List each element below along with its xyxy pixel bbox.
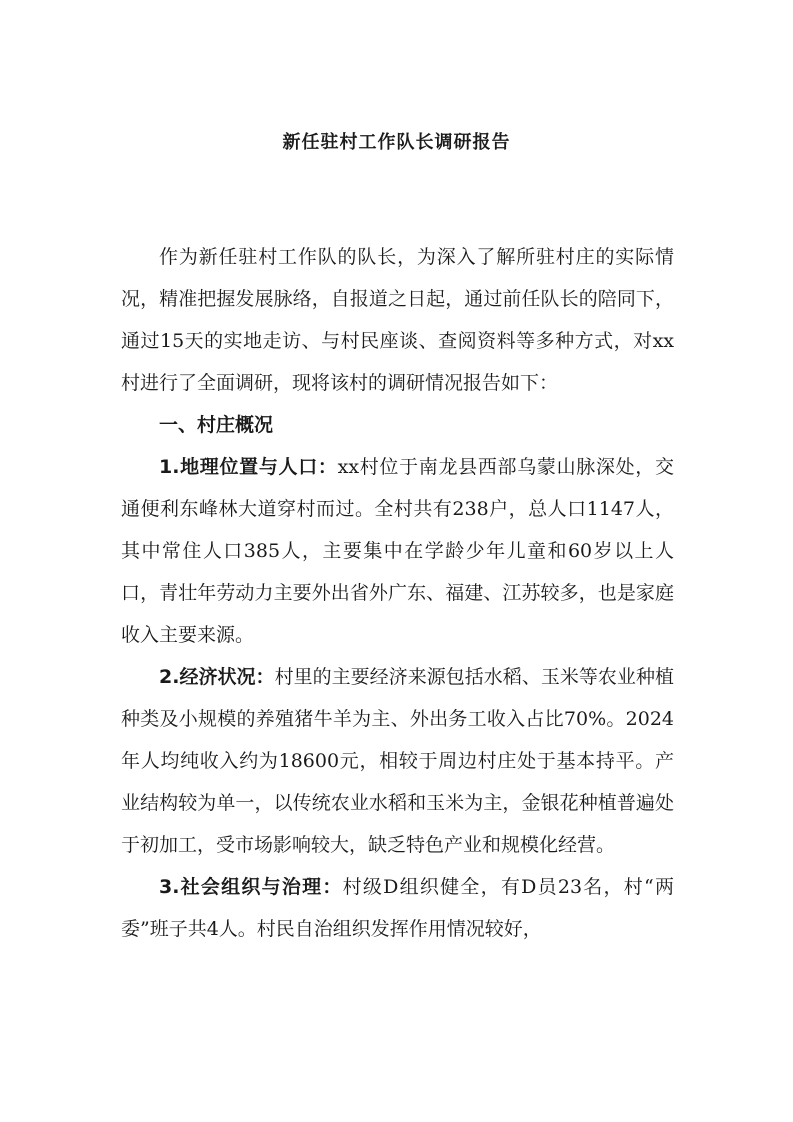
paragraph-geography-population xyxy=(121,446,674,656)
paragraph-text: 村里的主要经济来源包括水稻、玉米等农业种植种类及小规模的养殖猪牛羊为主、外出务工收入占比70%。2024年人均纯收入约为18600元，相较于周边村庄处于基本持平。产业结构较为单一，以传统农业水稻和玉米为主，金银花种植普遍处于初加工，受市场影响较大，缺乏特色产业和规模化经营。 xyxy=(121,666,674,856)
paragraph-economy xyxy=(121,656,674,866)
paragraph-lead: 1.地理位置与人口： xyxy=(159,456,338,478)
paragraph-lead: 2.经济状况： xyxy=(159,666,275,688)
section-heading: 一、村庄概况 xyxy=(159,414,274,436)
paragraph-text: xx村位于南龙县西部乌蒙山脉深处，交通便利东峰林大道穿村而过。全村共有238户，总人口1147人，其中常住人口385人，主要集中在学龄少年儿童和60岁以上人口，青壮年劳动力主要外出省外广东、福建、江苏较多，也是家庭收入主要来源。 xyxy=(121,456,674,646)
paragraph-text: 村级D组织健全，有D员23名，村“两委”班子共4人。村民自治组织发挥作用情况较好， xyxy=(121,876,674,940)
document-title: 新任驻村工作队长调研报告 xyxy=(282,132,511,153)
intro-paragraph: 作为新任驻村工作队的队长，为深入了解所驻村庄的实际情况，精准把握发展脉络，自报道之日起，通过前任队长的陪同下，通过15天的实地走访、与村民座谈、查阅资料等多种方式，对xx村进行了全面调研，现将该村的调研情况报告如下： xyxy=(121,246,674,394)
paragraph-lead: 3.社会组织与治理： xyxy=(159,876,343,898)
paragraph-social-governance xyxy=(121,866,674,950)
document-body xyxy=(121,236,674,950)
